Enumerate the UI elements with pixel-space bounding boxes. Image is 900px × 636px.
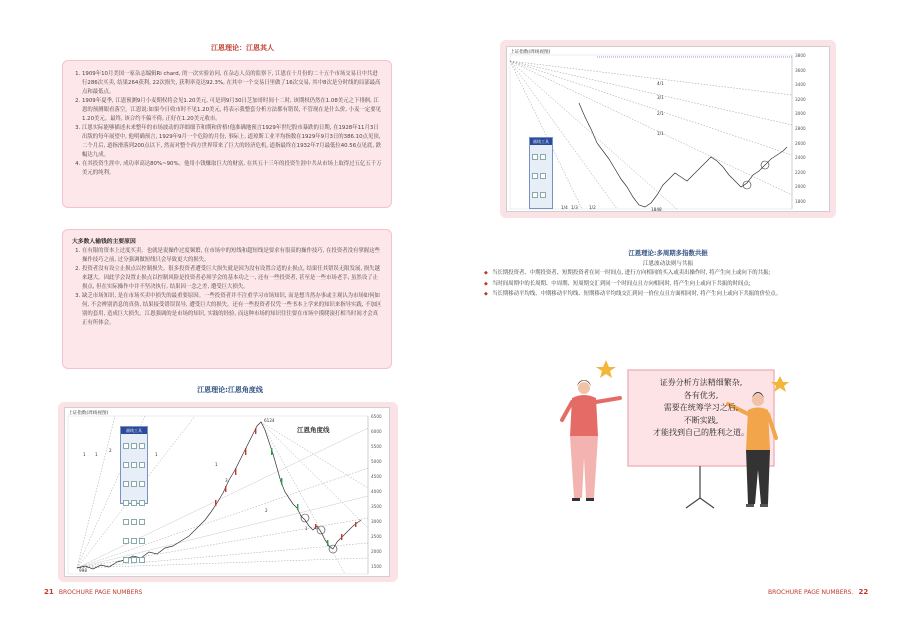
axis-tick-label: 2000 — [795, 184, 806, 190]
axis-tick-label: 3200 — [795, 96, 806, 102]
drawing-tool-button[interactable] — [123, 576, 129, 577]
chart-label: 江恩角度线 — [297, 426, 330, 434]
board-line: 不断实践, — [683, 415, 719, 425]
drawing-tool-button[interactable] — [131, 481, 137, 487]
fan-label: 1/1 — [657, 131, 664, 136]
axis-tick-label: 5500 — [371, 444, 382, 449]
fan-labels — [507, 47, 830, 212]
axis-tick-label: 6000 — [371, 429, 382, 434]
drawing-tool-button[interactable] — [131, 462, 137, 468]
fan-label: 1 — [215, 462, 218, 467]
axis-tick-label: 3500 — [371, 504, 382, 509]
list-item: ◆ 当长期投资者、中期投资者、短期投资者在同一时间点, 进行方向相同的买入或卖出操作时, 将产生向上或向下的共振; — [484, 268, 854, 279]
page-num-22: 22 — [858, 588, 869, 596]
board-line: 需要在统筹学习之后, — [663, 403, 739, 412]
axis-tick-label: 2200 — [795, 169, 806, 175]
chart-header: 上证指数(周线视图) — [68, 411, 109, 416]
chart-header: 上证指数(周线视图) — [510, 50, 551, 55]
drawing-tool-button[interactable] — [131, 557, 137, 563]
drawing-tool-button[interactable] — [540, 173, 546, 179]
drawing-tool-button[interactable] — [123, 462, 129, 468]
fan-label: 1 — [95, 452, 98, 457]
axis-tick-label: 4500 — [371, 474, 382, 479]
axis-tick-label: 2600 — [795, 140, 806, 146]
list-item: 2. 投资者没有设立止损点以控制损失。很多投资者遭受巨大损失就是因为没有设置合适的止损点, 结果任其错误无限发展, 损失越来越大。因此学会设置止损点以控制风险是投资者必须学会的基本功之一, 还有一些投资者, 甚至是一些市场老手, 虽然设了止损点, 但在实际操作中并不坚决执行, 结果因一念之差, 遭受巨大损失。 — [82, 265, 382, 292]
drawing-tool-button[interactable] — [131, 576, 137, 577]
axis-tick-label: 1800 — [795, 199, 806, 204]
loss-reasons-box — [62, 229, 392, 369]
axis-tick-label: 2000 — [371, 549, 382, 554]
x-axis-label: 1/3 — [571, 205, 578, 210]
drawing-tool-button[interactable] — [131, 500, 137, 506]
board-text — [628, 377, 774, 440]
drawing-tool-button[interactable] — [123, 443, 129, 449]
section-title-resonance: 江恩理论:多周期多指数共振 — [628, 249, 708, 257]
drawing-tool-button[interactable] — [123, 519, 129, 525]
board-line: 各有优劣, — [683, 390, 719, 400]
axis-tick-label: 5000 — [371, 459, 382, 464]
axis-tick-label: 1500 — [371, 564, 382, 569]
list-item: 3. 江恩实际能够描述未来整年的市场波动的详细细节和期和价格!他准确地预言1929年世纪股市暴跌的日期, 在1928年11月3日出版的每年展望中, 他明确预言, 1929年9月一个危险的月份, 事际上, 道琼斯工业平均指数在1929年9月3日的386.10点见顶, 二个月后, 道指滑落到200点以下, 然而对整个西方世界带来了巨大的经济危机, 道指最终在1932年7月最低位40.56点见底, 跌幅达九成。 — [82, 124, 382, 160]
page-number-right — [768, 588, 868, 596]
drawing-tool-button[interactable] — [139, 500, 145, 506]
gann-person-box — [62, 60, 392, 208]
drawing-tool-button[interactable] — [131, 443, 137, 449]
x-axis-label: 1/4 — [561, 205, 568, 210]
drawing-tool-button[interactable] — [123, 538, 129, 544]
axis-tick-label: 2500 — [371, 534, 382, 539]
fan-label: 4/1 — [657, 81, 664, 86]
footer-text-right: BROCHURE PAGE NUMBERS. — [768, 589, 854, 596]
fan-label: 2 — [265, 508, 268, 513]
axis-tick-label: 2400 — [795, 155, 806, 161]
resonance-list — [484, 268, 854, 300]
page-num-21: 21 — [44, 588, 54, 596]
toolbar-title: 画线工具 — [121, 427, 147, 434]
axis-tick-label: 3600 — [795, 67, 806, 73]
drawing-tool-button[interactable] — [540, 154, 546, 160]
board-line: 才能找到自己的胜利之道。 — [653, 428, 749, 437]
footer-text-left: BROCHURE PAGE NUMBERS — [58, 589, 143, 596]
fan-label: 3/1 — [657, 95, 664, 100]
resonance-subtitle: 江恩波动法则与共振 — [642, 261, 694, 267]
x-axis-label: 1/2 — [589, 205, 596, 210]
fan-label: 3 — [225, 478, 228, 483]
axis-tick-label: 4000 — [371, 489, 382, 494]
list-item: ◆ 当时间周期中的长周期、中周期、短周期交汇到同一个时间点且方向相同时, 将产生向上或向下共振的时间点; — [484, 279, 854, 290]
gann-angle-chart — [64, 407, 390, 577]
axis-tick-label: 3800 — [795, 53, 806, 58]
fan-label: 1 — [155, 452, 158, 457]
loss-reasons-list — [72, 247, 382, 328]
gann-angle-frame — [58, 402, 398, 582]
drawing-toolbar[interactable] — [120, 426, 148, 504]
list-item: 3. 缺乏市场知识, 是在市场买卖中损失的最重要原因。一些投资者并不注重学习市场知识, 而是想当然办事或主观认为市场如何如何, 不会辨别消息的真伪, 结果接受错误误导, 遭受巨大的损失。还有一些投资者仅凭一些书本上学来的知识来指导实践, 不加区别的套用, 造成巨大损失。江恩强调的是市场的知识, 实践的经验, 而这种市场的知识往往要在市场中摸爬滚打相当时间才会真正有所体会。 — [82, 292, 382, 328]
drawing-tool-button[interactable] — [123, 557, 129, 563]
drawing-tool-button[interactable] — [139, 538, 145, 544]
drawing-tool-button[interactable] — [139, 481, 145, 487]
gann-person-list — [72, 70, 382, 178]
list-item: 2. 1909年夏季, 江恩预测9月小麦期权将会见1.20美元, 可是到9月30日芝加哥时间十二时, 该期权仍然在1.08美元之下徘徊, 江恩的预测眼看落空。江恩说:如果今日收市时不见1.20美元, 将表示我整套分析方法都有错误, 不管现在是什么价, 小麦一定要见1.20美元。最终, 该合约不偏不倚, 正好在1.20美元收市。 — [82, 97, 382, 124]
fan-label: 1 — [305, 526, 308, 531]
list-item: 1. 在有限的资本上过度买卖。也就是说操作过度频繁, 在市场中的短线和超短线是要求有很高的操作技巧, 在投资者没有掌握这些操作技巧之前, 过分强调做短线只会导致更大的损失。 — [82, 247, 382, 265]
drawing-tool-button[interactable] — [139, 462, 145, 468]
bottom-price-label: 1848 — [651, 207, 662, 212]
resonance-chart-frame — [500, 40, 836, 218]
fan-label: 1 — [83, 452, 86, 457]
fan-labels — [65, 408, 390, 577]
drawing-tool-button[interactable] — [532, 211, 538, 212]
drawing-tool-button[interactable] — [123, 481, 129, 487]
axis-tick-label: 3000 — [795, 111, 806, 117]
toolbar-title: 画线工具 — [530, 138, 552, 145]
drawing-tool-button[interactable] — [139, 557, 145, 563]
drawing-tool-button[interactable] — [131, 538, 137, 544]
axis-tick-label: 3400 — [795, 82, 806, 88]
fan-label: 2/1 — [657, 111, 664, 116]
section-title-gann-person: 江恩理论：江恩其人 — [211, 44, 274, 52]
drawing-tool-button[interactable] — [532, 154, 538, 160]
drawing-tool-button[interactable] — [139, 576, 145, 577]
drawing-tool-button[interactable] — [139, 519, 145, 525]
list-item: ◆ 当长期移动平均线、中期移动平均线、短期移动平均线交汇到同一价位点且方面相同时, 将产生向上或向下共振的价位点。 — [484, 289, 854, 300]
page-number-left — [44, 588, 142, 596]
fan-label: 2 — [109, 448, 112, 453]
drawing-tool-button[interactable] — [532, 192, 538, 198]
axis-tick-label: 6500 — [371, 414, 382, 419]
drawing-tool-button[interactable] — [540, 211, 546, 212]
drawing-tool-button[interactable] — [532, 173, 538, 179]
section-title-gann-angle: 江恩理论:江恩角度线 — [197, 386, 263, 394]
axis-tick-label: 2800 — [795, 126, 806, 131]
drawing-tool-button[interactable] — [540, 192, 546, 198]
drawing-tool-button[interactable] — [131, 519, 137, 525]
axis-tick-label: 3000 — [371, 519, 382, 524]
board-line: 证券分析方法精细繁杂, — [659, 378, 743, 387]
resonance-chart — [506, 46, 830, 212]
list-item: 4. 在其投资生涯中, 成功率高达80%~90%。他用小钱赚取巨大的财富, 在其五十三年的投资生涯中共从市场上取得过五亿五千万美元的纯利。 — [82, 160, 382, 178]
drawing-tool-button[interactable] — [123, 500, 129, 506]
top-price-label: 6124 — [264, 418, 275, 423]
list-item: 1. 1909年10月美国一家杂志编辑Ri chard, 的一次实验访问, 在杂志人员的监察下, 江恩在十月份的二十五个市场交易日中共进行286次买卖, 结果264获利, 22次损失, 获利率竟达92.3%, 在其中一个交易日里做了16次交易, 其中8次是分时线的局部最高点和最低点。 — [82, 70, 382, 97]
drawing-toolbar[interactable] — [529, 137, 553, 209]
bottom-price-label: 998 — [79, 568, 87, 573]
loss-reasons-title: 大多数人输钱的主要原因 — [72, 239, 136, 245]
drawing-tool-button[interactable] — [139, 443, 145, 449]
